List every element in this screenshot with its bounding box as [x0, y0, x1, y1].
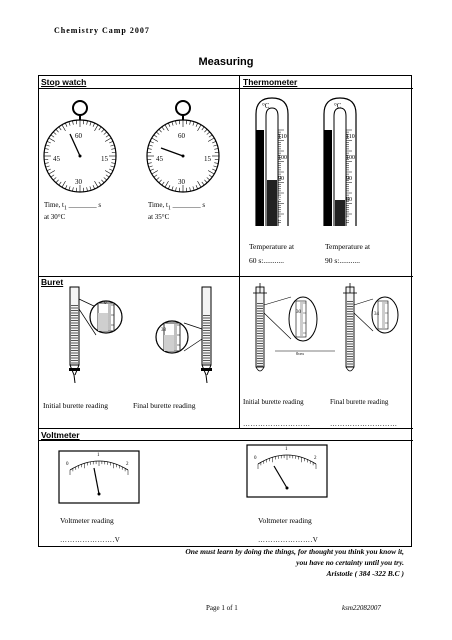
heading-underline-row: [39, 88, 413, 89]
stopwatch-1-mark-15: 15: [101, 155, 108, 163]
thermometer-1-scale-100: 100: [278, 155, 287, 161]
buret-left-initial-dots: ……………………….: [43, 423, 113, 431]
heading-voltmeter: Voltmeter: [41, 430, 80, 440]
thermometer-2-caption: Temperature at 90 s:...........: [325, 242, 371, 265]
stopwatch-2-mark-60: 60: [178, 132, 185, 140]
thermometer-2-scale-100: 100: [346, 155, 355, 161]
page-number: Page 1 of 1: [206, 604, 238, 612]
buret-3-mark: 30: [296, 310, 301, 315]
buret-left-initial-label: Initial burette reading: [43, 401, 108, 410]
buret-4-mark: 34: [374, 312, 379, 317]
thermometer-1-icon: [250, 96, 300, 236]
thermometer-1-scale-70: 70: [278, 218, 284, 224]
voltmeter-2-scale-mid: 1: [285, 447, 288, 452]
buret-left-final-dots: …………………….: [133, 423, 196, 431]
quote-line-1: One must learn by doing the things, for thought you think you know it,: [185, 547, 404, 556]
thermometer-2-icon: [318, 96, 368, 236]
heading-buret: Buret: [41, 277, 64, 287]
section-divider-buret: [39, 276, 413, 277]
stopwatch-1-mark-60: 60: [75, 132, 82, 140]
buret-1-icon: [60, 285, 130, 385]
buret-right-final-dots: ………………………: [330, 420, 398, 428]
buret-right-initial-dots: ………………………: [243, 420, 311, 428]
stopwatch-1-mark-30: 30: [75, 178, 82, 186]
quote-line-2: you have no certainty until you try.: [296, 558, 404, 567]
document-code: ksm22082007: [342, 604, 381, 612]
thermometer-2-scale-70: 70: [346, 218, 352, 224]
stopwatch-1-caption: Time, $t_1$ ________ s at 30°C: [44, 201, 102, 222]
voltmeter-1-scale-mid: 1: [97, 453, 100, 458]
thermometer-2-unit: °C: [334, 102, 342, 110]
buret-2-icon: [150, 285, 220, 385]
stopwatch-2-mark-30: 30: [178, 178, 185, 186]
voltmeter-2-dots: ………………….V: [258, 536, 319, 544]
quote-author: Aristotle ( 384 -322 B.C ): [326, 569, 404, 578]
column-divider: [239, 76, 240, 428]
buret-3-reference-label: 0cm: [296, 351, 304, 356]
heading-thermometer: Thermometer: [243, 77, 298, 87]
buret-left-final-label: Final burette reading: [133, 401, 196, 410]
quote-block: [104, 546, 404, 579]
stopwatch-1-mark-45: 45: [53, 155, 60, 163]
voltmeter-2-scale-right: 2: [314, 456, 317, 461]
voltmeter-1-scale-left: 0: [66, 462, 69, 467]
thermometer-1-caption: Temperature at 60 s:...........: [249, 242, 295, 265]
stopwatch-2-mark-15: 15: [204, 155, 211, 163]
thermometer-2-scale-90: 90: [346, 176, 352, 182]
thermometer-2-scale-80: 80: [346, 197, 352, 203]
page-title: Measuring: [198, 56, 254, 68]
voltmeter-heading-line: [39, 440, 413, 441]
buret-2-mark: 38: [161, 328, 166, 333]
thermometer-2-scale-110: 110: [346, 134, 355, 140]
buret-right-initial-label: Initial burette reading: [243, 398, 304, 406]
stopwatch-2-mark-45: 45: [156, 155, 163, 163]
header-camp-name: Chemistry Camp 2007: [54, 26, 150, 35]
thermometer-1-unit: °C: [262, 102, 270, 110]
thermometer-1-scale-80: 80: [278, 197, 284, 203]
thermometer-1-scale-90: 90: [278, 176, 284, 182]
buret-3-icon: [245, 283, 405, 383]
voltmeter-2-label: Voltmeter reading: [258, 516, 312, 525]
voltmeter-1-scale-right: 2: [126, 462, 129, 467]
heading-stopwatch: Stop watch: [41, 77, 87, 87]
voltmeter-1-label: Voltmeter reading: [60, 516, 114, 525]
voltmeter-2-scale-left: 0: [254, 456, 257, 461]
stopwatch-2-caption: Time, $t_1$ ________ s at 35°C: [148, 201, 206, 222]
buret-1-mark: 0: [104, 301, 107, 306]
thermometer-1-scale-110: 110: [278, 134, 287, 140]
buret-right-final-label: Final burette reading: [330, 398, 389, 406]
voltmeter-1-dots: ………………….V: [60, 536, 121, 544]
